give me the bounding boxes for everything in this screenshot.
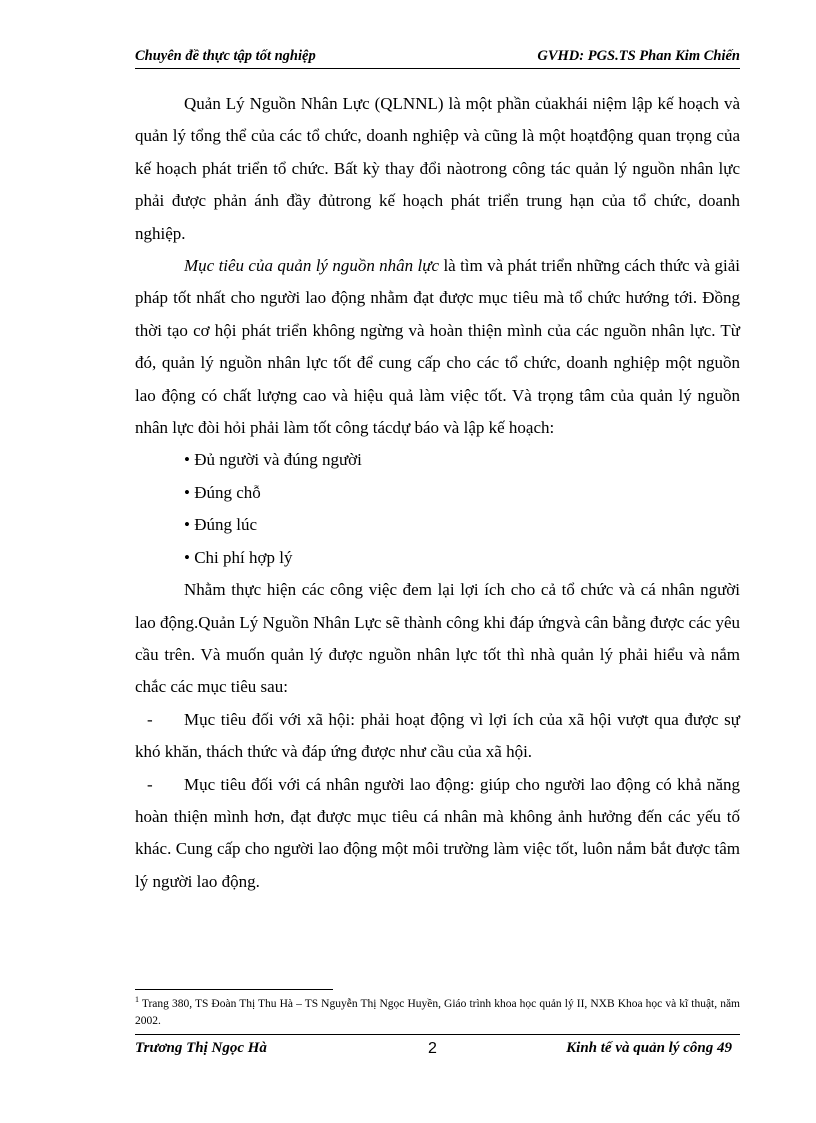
footnote	[135, 996, 740, 1030]
page-footer	[135, 1040, 740, 1060]
objectives-text: là tìm và phát triển những cách thức và giải pháp tốt nhất cho người lao động nhằm đạt được mục tiêu mà tổ chức hướng tới. Đồng thời tạo cơ hội phát triển không ngừng và hoàn thiện mình của các nguồn nhân lực. Từ đó, quản lý nguồn nhân lực tốt để cung cấp cho các tổ chức, doanh nghiệp một nguồn lao động có chất lượng cao và hiệu quả làm việc tốt. Và trọng tâm của quản lý nguồn nhân lực đòi hỏi phải làm tốt công tácdự báo và lập kế hoạch:	[135, 256, 740, 438]
dash-item-society	[135, 704, 740, 769]
bullet-item: • Đủ người và đúng người	[184, 450, 362, 470]
dash-item-text: Mục tiêu đối với xã hội: phải hoạt động vì lợi ích của xã hội vượt qua được sự khó khăn, thách thức và đáp ứng được như cầu của xã hội.	[135, 709, 740, 762]
footnote-divider	[135, 989, 333, 990]
dash-marker: -	[147, 774, 153, 794]
document-body	[135, 88, 740, 898]
bullet-item: • Đúng lúc	[184, 515, 257, 535]
page-header	[135, 48, 740, 69]
header-title: Chuyên đề thực tập tốt nghiệp	[135, 48, 316, 64]
header-advisor: GVHD: PGS.TS Phan Kim Chiến	[537, 48, 740, 64]
dash-marker: -	[147, 709, 153, 729]
page-number: 2	[428, 1040, 437, 1057]
dash-item-individual	[135, 769, 740, 899]
paragraph-objectives	[135, 250, 740, 444]
objectives-term: Mục tiêu của quản lý nguồn nhân lực	[184, 256, 440, 276]
bullet-item: • Đúng chỗ	[184, 482, 261, 502]
paragraph-balance: Nhằm thực hiện các công việc đem lại lợi ích cho cả tổ chức và cá nhân người lao động.Quản Lý Nguồn Nhân Lực sẽ thành công khi đáp ứngvà cân bằng được các yêu cầu trên. Và muốn quản lý được nguồn nhân lực tốt thì nhà quản lý phải hiểu và nắm chắc các mục tiêu sau:	[135, 580, 740, 697]
paragraph-intro: Quản Lý Nguồn Nhân Lực (QLNNL) là một phần củakhái niệm lập kế hoạch và quản lý tổng thể của các tổ chức, doanh nghiệp và cũng là một hoạtđộng quan trọng của kế hoạch phát triển tổ chức. Bất kỳ thay đổi nàotrong công tác quản lý nguồn nhân lực phải được phản ánh đầy đủtrong kế hoạch phát triển trung hạn của tổ chức, doanh nghiệp.	[135, 94, 740, 243]
footer-divider	[135, 1034, 740, 1035]
footer-class: Kinh tế và quản lý công 49	[566, 1040, 732, 1056]
footnote-text: Trang 380, TS Đoàn Thị Thu Hà – TS Nguyễn Thị Ngọc Huyền, Giáo trình khoa học quản lý II, NXB Khoa học và kĩ thuật, năm 2002.	[135, 998, 740, 1027]
footnote-number: 1	[135, 995, 139, 1005]
dash-item-text: Mục tiêu đối với cá nhân người lao động: giúp cho người lao động có khả năng hoàn thiện mình hơn, đạt được mục tiêu cá nhân mà không ảnh hưởng đến các yếu tố khác. Cung cấp cho người lao động một môi trường làm việc tốt, luôn nắm bắt được tâm lý người lao động.	[135, 774, 740, 891]
footer-author: Trương Thị Ngọc Hà	[135, 1040, 267, 1056]
bullet-item: • Chi phí hợp lý	[184, 547, 293, 567]
